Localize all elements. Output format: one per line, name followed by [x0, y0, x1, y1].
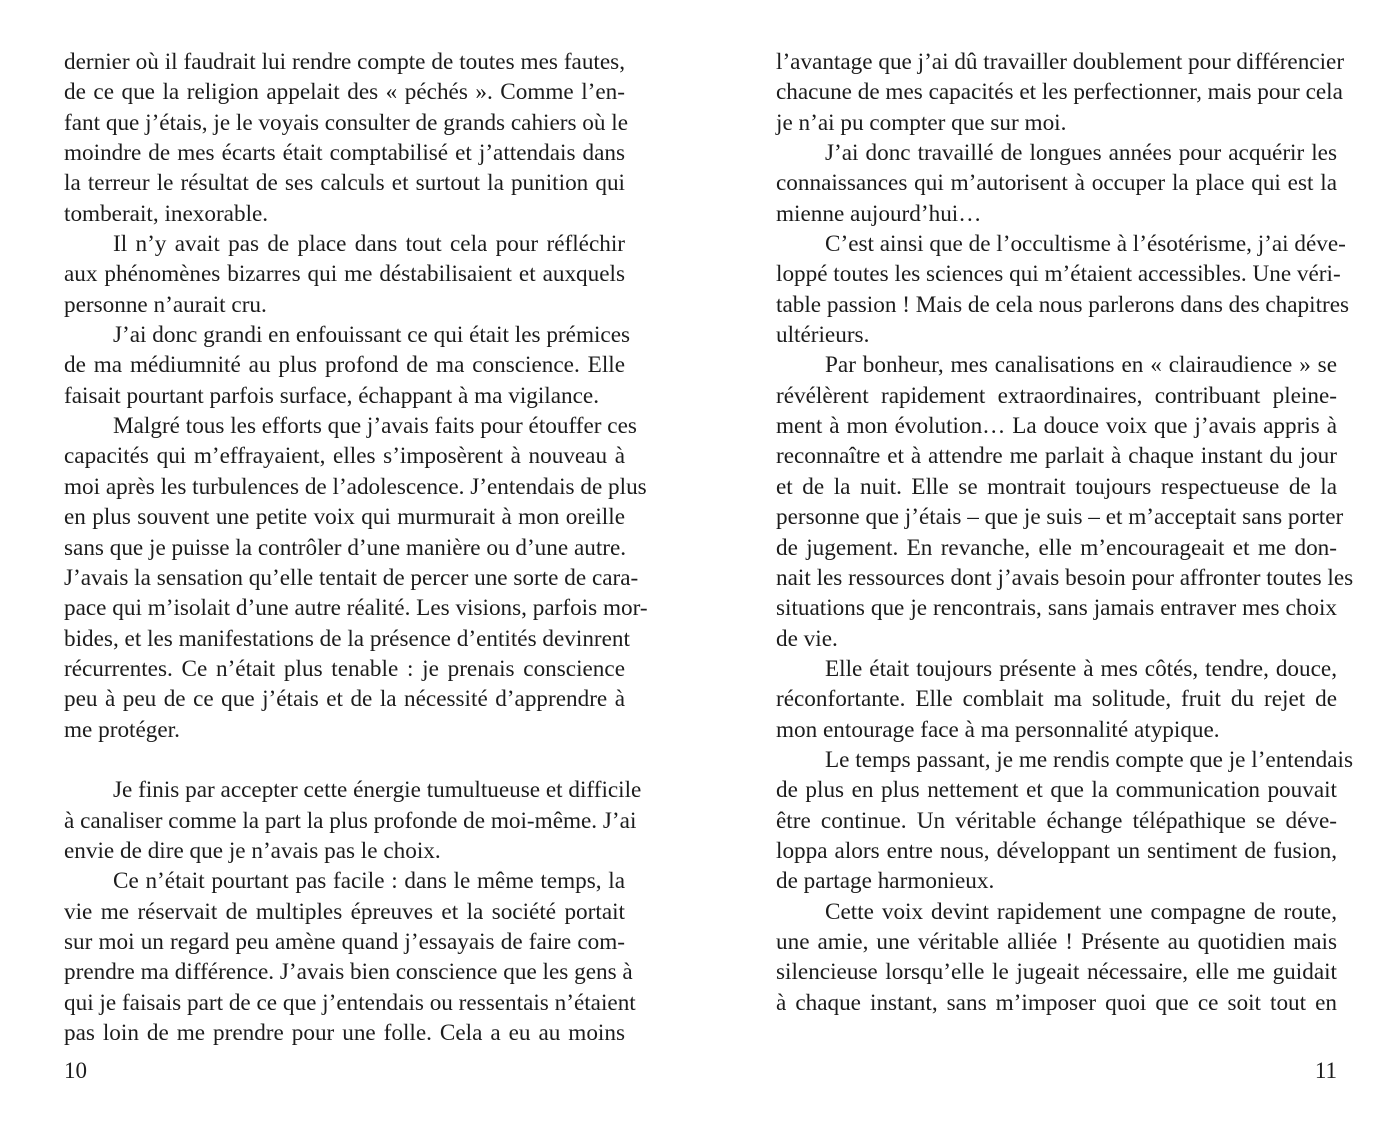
text-line: réconfortante. Elle comblait ma solitude, fruit du rejet de — [776, 686, 1337, 713]
text-line: fant que j’étais, je le voyais consulter de grands cahiers où le — [64, 109, 629, 136]
text-line: de ma médiumnité au plus profond de ma conscience. Elle — [64, 352, 625, 379]
text-line: envie de dire que je n’avais pas le choix. — [64, 837, 441, 864]
text-line: peu à peu de ce que j’étais et de la nécessité d’apprendre à — [64, 686, 625, 713]
paragraph — [776, 350, 1354, 653]
text-line: moi après les turbulences de l’adolescence. J’entendais de plus — [64, 473, 647, 500]
paragraph — [776, 138, 1337, 229]
text-line: personne que j’étais – que je suis – et m’acceptait sans porter — [776, 504, 1344, 531]
text-line: à canaliser comme la part la plus profonde de moi-même. J’ai — [64, 807, 637, 834]
paragraph — [776, 229, 1350, 350]
paragraph — [776, 745, 1353, 897]
text-line: qui je faisais part de ce que j’entendais ou ressentais n’étaient — [64, 989, 636, 1016]
text-line: J’ai donc travaillé de longues années pour acquérir les — [825, 140, 1337, 167]
right-page-number: 11 — [1314, 1058, 1337, 1083]
text-line: nait les ressources dont j’avais besoin pour affronter toutes les — [776, 564, 1354, 591]
text-line: Il n’y avait pas de place dans tout cela pour réfléchir — [113, 231, 625, 258]
text-line: C’est ainsi que de l’occultisme à l’ésotérisme, j’ai déve- — [825, 231, 1346, 258]
text-line: récurrentes. Ce n’était plus tenable : je prenais conscience — [64, 655, 625, 682]
text-line: l’avantage que j’ai dû travailler doublement pour différencier — [776, 49, 1345, 75]
text-line: bides, et les manifestations de la présence d’entités devinrent — [64, 625, 630, 652]
text-line: ultérieurs. — [776, 322, 870, 349]
text-line: Par bonheur, mes canalisations en « clairaudience » se — [825, 352, 1337, 379]
text-line: aux phénomènes bizarres qui me déstabilisaient et auxquels — [64, 261, 625, 288]
text-line: ment à mon évolution… La douce voix que j’avais appris à — [776, 413, 1337, 440]
text-line: personne n’aurait cru. — [64, 291, 267, 318]
text-line: je n’ai pu compter que sur moi. — [776, 109, 1067, 136]
text-line: chacune de mes capacités et les perfectionner, mais pour cela — [776, 79, 1343, 106]
paragraph — [64, 47, 629, 229]
text-line: révélèrent rapidement extraordinaires, contribuant pleine- — [776, 382, 1337, 409]
text-line: faisait pourtant parfois surface, échappant à ma vigilance. — [64, 382, 600, 409]
left-page-number: 10 — [64, 1058, 87, 1083]
text-line: loppa alors entre nous, développant un sentiment de fusion, — [776, 837, 1337, 864]
text-line: de vie. — [776, 625, 838, 652]
text-line: Elle était toujours présente à mes côtés, tendre, douce, — [825, 655, 1337, 682]
text-line: sur moi un regard peu amène quand j’essayais de faire com- — [64, 928, 625, 955]
text-line: loppé toutes les sciences qui m’étaient accessibles. Une véri- — [776, 261, 1341, 288]
text-line: moindre de mes écarts était comptabilisé et j’attendais dans — [64, 140, 625, 167]
text-line: de jugement. En revanche, elle m’encourageait et me don- — [776, 534, 1337, 561]
text-line: mon entourage face à ma personnalité atypique. — [776, 716, 1220, 743]
paragraph — [64, 866, 636, 1048]
paragraph — [776, 897, 1337, 1018]
text-line: pas loin de me prendre pour une folle. Cela a eu au moins — [64, 1020, 625, 1046]
paragraph — [64, 320, 631, 411]
text-line: dernier où il faudrait lui rendre compte de toutes mes fautes, — [64, 49, 625, 75]
text-line: de plus en plus nettement et que la communication pouvait — [776, 777, 1337, 804]
text-line: mienne aujourd’hui… — [776, 200, 982, 227]
paragraph — [64, 775, 642, 866]
text-line: Je finis par accepter cette énergie tumultueuse et difficile — [113, 777, 642, 804]
text-line: Malgré tous les efforts que j’avais faits pour étouffer ces — [113, 413, 637, 440]
text-line: de ce que la religion appelait des « péchés ». Comme l’en- — [64, 79, 625, 106]
text-line: tomberait, inexorable. — [64, 200, 269, 227]
text-line: prendre ma différence. J’avais bien conscience que les gens à — [64, 959, 633, 986]
text-line: Le temps passant, je me rendis compte que je l’entendais — [825, 746, 1353, 773]
text-line: pace qui m’isolait d’une autre réalité. Les visions, parfois mor- — [64, 595, 648, 622]
text-line: en plus souvent une petite voix qui murmurait à mon oreille — [64, 504, 625, 531]
paragraph — [64, 229, 625, 320]
paragraph — [776, 47, 1345, 138]
text-line: connaissances qui m’autorisent à occuper la place qui est la — [776, 170, 1337, 197]
text-line: vie me réservait de multiples épreuves et la société portait — [64, 898, 625, 925]
text-line: sans que je puisse la contrôler d’une manière ou d’une autre. — [64, 534, 627, 561]
left-page-text — [64, 47, 648, 1048]
text-line: reconnaître et à attendre me parlait à chaque instant du jour — [776, 443, 1337, 470]
text-line: Cette voix devint rapidement une compagne de route, — [825, 898, 1337, 925]
text-line: situations que je rencontrais, sans jamais entraver mes choix — [776, 595, 1337, 622]
text-line: me protéger. — [64, 716, 180, 743]
right-page-text — [776, 47, 1354, 1018]
text-line: la terreur le résultat de ses calculs et surtout la punition qui — [64, 170, 625, 197]
text-line: de partage harmonieux. — [776, 868, 995, 895]
section-break — [64, 745, 625, 775]
text-line: J’ai donc grandi en enfouissant ce qui était les prémices — [113, 322, 631, 349]
paragraph — [64, 411, 648, 745]
text-line: être continue. Un véritable échange télépathique se déve- — [776, 807, 1337, 834]
text-line: Ce n’était pourtant pas facile : dans le même temps, la — [113, 868, 625, 895]
paragraph — [776, 654, 1337, 745]
text-line: capacités qui m’effrayaient, elles s’imposèrent à nouveau à — [64, 443, 625, 470]
text-line: J’avais la sensation qu’elle tentait de percer une sorte de cara- — [64, 564, 639, 591]
text-line: une amie, une véritable alliée ! Présente au quotidien mais — [776, 928, 1337, 955]
text-line: table passion ! Mais de cela nous parlerons dans des chapitres — [776, 291, 1350, 318]
text-line: à chaque instant, sans m’imposer quoi que ce soit tout en — [776, 989, 1337, 1016]
text-line: silencieuse lorsqu’elle le jugeait nécessaire, elle me guidait — [776, 959, 1337, 986]
text-line: et de la nuit. Elle se montrait toujours respectueuse de la — [776, 473, 1337, 500]
